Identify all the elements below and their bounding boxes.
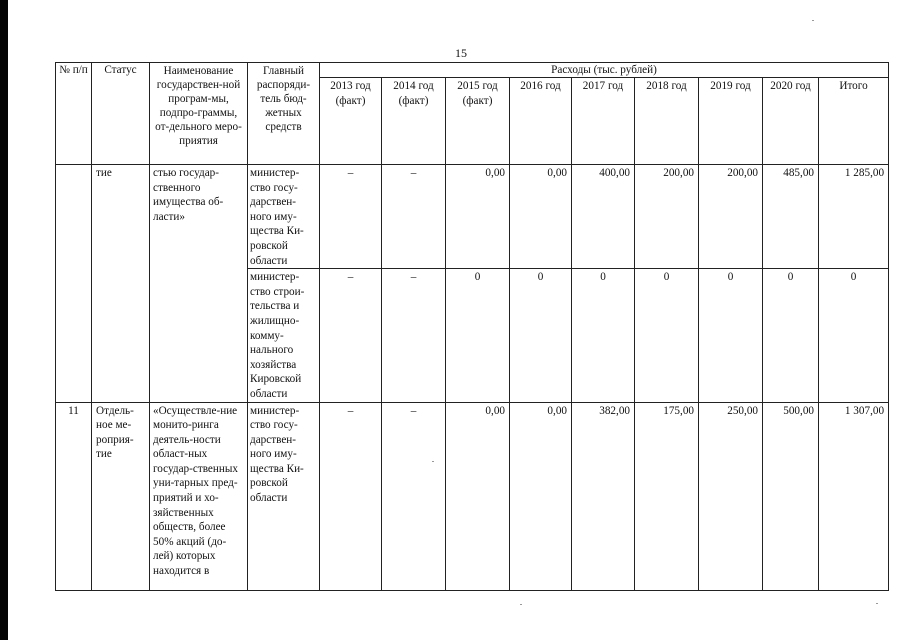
row-number-cell — [56, 165, 92, 403]
header-year-2018: 2018 год — [635, 78, 699, 165]
header-year-2016: 2016 год — [510, 78, 572, 165]
row-admin-cell: министер-ство строи-тельства и жилищно-комму-нального хозяйства Кировской области — [248, 269, 320, 402]
value-2017: 382,00 — [572, 402, 635, 590]
row-admin-cell: министер-ство госу-дарствен-ного иму-щества Ки-ровской области — [248, 402, 320, 590]
value-2017: 400,00 — [572, 165, 635, 269]
value-2014: – — [382, 269, 446, 402]
row-number-cell: 11 — [56, 402, 92, 590]
value-2020: 485,00 — [763, 165, 819, 269]
header-year-2015: 2015 год (факт) — [446, 78, 510, 165]
value-2015: 0 — [446, 269, 510, 402]
header-col-name: Наименование государствен-ной програм-мы, подпро-граммы, от-дельного меро-приятия — [150, 63, 248, 165]
header-year-2013: 2013 год (факт) — [320, 78, 382, 165]
value-2013: – — [320, 165, 382, 269]
value-2016: 0 — [510, 269, 572, 402]
value-total: 0 — [819, 269, 889, 402]
scan-edge — [0, 0, 8, 640]
value-2014: – — [382, 165, 446, 269]
header-col-expenses: Расходы (тыс. рублей) — [320, 63, 889, 78]
header-year-2014: 2014 год (факт) — [382, 78, 446, 165]
header-total: Итого — [819, 78, 889, 165]
header-year-2020: 2020 год — [763, 78, 819, 165]
value-2020: 0 — [763, 269, 819, 402]
value-2015: 0,00 — [446, 165, 510, 269]
value-2016: 0,00 — [510, 165, 572, 269]
budget-table — [55, 62, 889, 591]
table-row — [56, 165, 889, 269]
row-name-cell: стью государ-ственного имущества об-ласти» — [150, 165, 248, 403]
header-row-top — [56, 63, 889, 78]
value-2018: 175,00 — [635, 402, 699, 590]
header-col-admin: Главный распоряди-тель бюд-жетных средств — [248, 63, 320, 165]
value-2013: – — [320, 402, 382, 590]
row-admin-cell: министер-ство госу-дарствен-ного иму-щества Ки-ровской области — [248, 165, 320, 269]
value-total: 1 285,00 — [819, 165, 889, 269]
value-2017: 0 — [572, 269, 635, 402]
value-2014: – — [382, 402, 446, 590]
header-col-status: Статус — [92, 63, 150, 165]
value-2019: 200,00 — [699, 165, 763, 269]
scan-speck — [520, 604, 522, 605]
value-2018: 0 — [635, 269, 699, 402]
scan-speck — [876, 603, 878, 604]
header-col-number: № п/п — [56, 63, 92, 165]
value-2018: 200,00 — [635, 165, 699, 269]
value-2019: 0 — [699, 269, 763, 402]
table-row — [56, 402, 889, 590]
row-status-cell: Отдель-ное ме-роприя-тие — [92, 402, 150, 590]
scan-speck — [812, 20, 814, 21]
value-2016: 0,00 — [510, 402, 572, 590]
header-year-2019: 2019 год — [699, 78, 763, 165]
value-total: 1 307,00 — [819, 402, 889, 590]
scan-speck — [432, 461, 434, 462]
value-2019: 250,00 — [699, 402, 763, 590]
row-status-cell: тие — [92, 165, 150, 403]
row-name-cell: «Осуществле-ние монито-ринга деятель-ности област-ных государ-ственных уни-тарных пред-приятий и хо-зяйственных обществ, более 50% акций (до-лей) которых находится в — [150, 402, 248, 590]
header-year-2017: 2017 год — [572, 78, 635, 165]
value-2020: 500,00 — [763, 402, 819, 590]
value-2013: – — [320, 269, 382, 402]
page-number: 15 — [455, 46, 467, 60]
value-2015: 0,00 — [446, 402, 510, 590]
